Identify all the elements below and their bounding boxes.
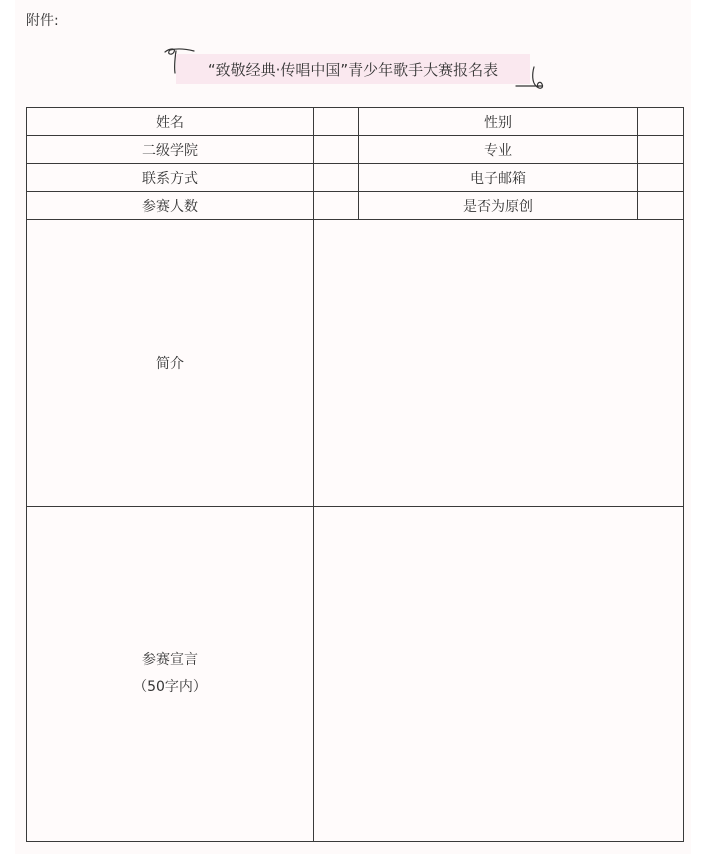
declaration-label-cell bbox=[27, 507, 314, 842]
intro-input-cell[interactable] bbox=[314, 220, 684, 507]
declaration-note: （50字内） bbox=[133, 679, 207, 695]
form-title-highlight bbox=[176, 54, 530, 84]
form-row-declaration bbox=[27, 507, 684, 842]
form-row-participants-original bbox=[27, 192, 684, 220]
form-row-contact-email bbox=[27, 164, 684, 192]
original-input-cell[interactable] bbox=[638, 192, 684, 220]
contact-input-cell[interactable] bbox=[314, 164, 359, 192]
declaration-input-cell[interactable] bbox=[314, 507, 684, 842]
major-input-cell[interactable] bbox=[638, 136, 684, 164]
major-label: 专业 bbox=[359, 136, 638, 164]
attachment-label: 附件: bbox=[26, 13, 59, 29]
name-label: 姓名 bbox=[27, 108, 314, 136]
name-input-cell[interactable] bbox=[314, 108, 359, 136]
registration-form-table bbox=[26, 107, 684, 842]
form-row-college-major bbox=[27, 136, 684, 164]
form-row-name-gender bbox=[27, 108, 684, 136]
email-label: 电子邮箱 bbox=[359, 164, 638, 192]
declaration-label: 参赛宣言 bbox=[142, 652, 198, 668]
college-input-cell[interactable] bbox=[314, 136, 359, 164]
form-title: “致敬经典·传唱中国”青少年歌手大赛报名表 bbox=[207, 60, 499, 79]
gender-label: 性别 bbox=[359, 108, 638, 136]
college-label: 二级学院 bbox=[27, 136, 314, 164]
gender-input-cell[interactable] bbox=[638, 108, 684, 136]
participants-input-cell[interactable] bbox=[314, 192, 359, 220]
original-label: 是否为原创 bbox=[359, 192, 638, 220]
form-row-intro bbox=[27, 220, 684, 507]
intro-label: 简介 bbox=[27, 220, 314, 507]
contact-label: 联系方式 bbox=[27, 164, 314, 192]
email-input-cell[interactable] bbox=[638, 164, 684, 192]
participants-label: 参赛人数 bbox=[27, 192, 314, 220]
